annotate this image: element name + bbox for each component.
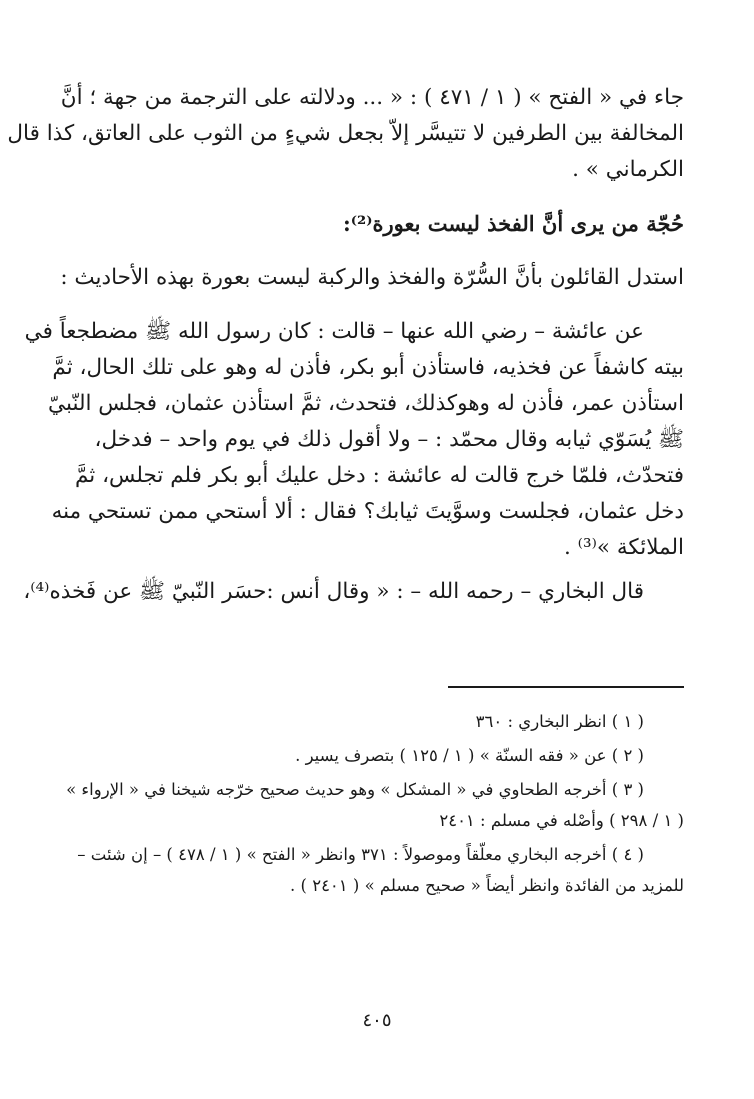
footnote-1: ( ١ ) انظر البخاري : ٣٦٠	[475, 712, 644, 731]
page-number: ٤٠٥	[362, 1010, 392, 1031]
para3-line: عن عائشة – رضي الله عنها – قالت : كان رسول الله ﷺ مضطجعاً في	[24, 319, 644, 344]
para1-line: جاء في « الفتح » ( ١ / ٤٧١ ) : « ... ودلالته على الترجمة من جهة ؛ أنَّ	[60, 85, 684, 110]
para1-line: المخالفة بين الطرفين لا تتيسَّر إلاّ بجعل شيءٍ من الثوب على العاتق، كذا قال	[7, 121, 684, 146]
footnote-2: ( ٢ ) عن « فقه السنّة » ( ١ / ١٢٥ ) بتصرف يسير .	[295, 746, 644, 765]
para3-line: استأذن عمر، فأذن له وهوكذلك، فتحدث، ثمَّ استأذن عثمان، فجلس النّبيّ	[48, 391, 684, 416]
footnote-separator	[448, 686, 684, 688]
footnote-4-continued: للمزيد من الفائدة وانظر أيضاً « صحيح مسلم » ( ٢٤٠١ ) .	[290, 876, 684, 895]
section-heading: حُجّة من يرى أنَّ الفخذ ليست بعورة⁽²⁾:	[343, 211, 684, 236]
footnotes	[64, 706, 684, 901]
para3-line: دخل عثمان، فجلست وسوَّيتَ ثيابك؟ فقال : ألا أستحي ممن تستحي منه	[51, 499, 684, 524]
footnote-3: ( ٣ ) أخرجه الطحاوي في « المشكل » وهو حديث صحيح خرّجه شيخنا في « الإرواء »	[66, 780, 644, 799]
para4-line: قال البخاري – رحمه الله – : « وقال أنس :حسَر النّبيّ ﷺ عن فَخذه⁽⁴⁾،	[23, 579, 644, 604]
para3-line: فتحدّث، فلمّا خرج قالت له عائشة : دخل عليك أبو بكر فلم تجلس، ثمَّ	[74, 463, 684, 488]
footnote-4: ( ٤ ) أخرجه البخاري معلّقاً وموصولاً : ٣٧١ وانظر « الفتح » ( ١ / ٤٧٨ ) – إن شئت –	[77, 845, 644, 864]
para3-line: بيته كاشفاً عن فخذيه، فاستأذن أبو بكر، فأذن له وهو على تلك الحال، ثمَّ	[52, 355, 684, 380]
footnote-3-continued: ( ١ / ٢٩٨ ) وأصْله في مسلم : ٢٤٠١	[439, 811, 684, 830]
para3-line: الملائكة »⁽³⁾ .	[563, 535, 684, 560]
main-text	[7, 80, 684, 610]
para2-line: استدل القائلون بأنَّ السُّرّة والفخذ والركبة ليست بعورة بهذه الأحاديث :	[60, 265, 684, 290]
para1-line: الكرماني » .	[572, 157, 684, 182]
para3-line: ﷺ يُسَوّي ثيابه وقال محمّد : – ولا أقول ذلك في يوم واحد – فدخل،	[94, 427, 684, 452]
